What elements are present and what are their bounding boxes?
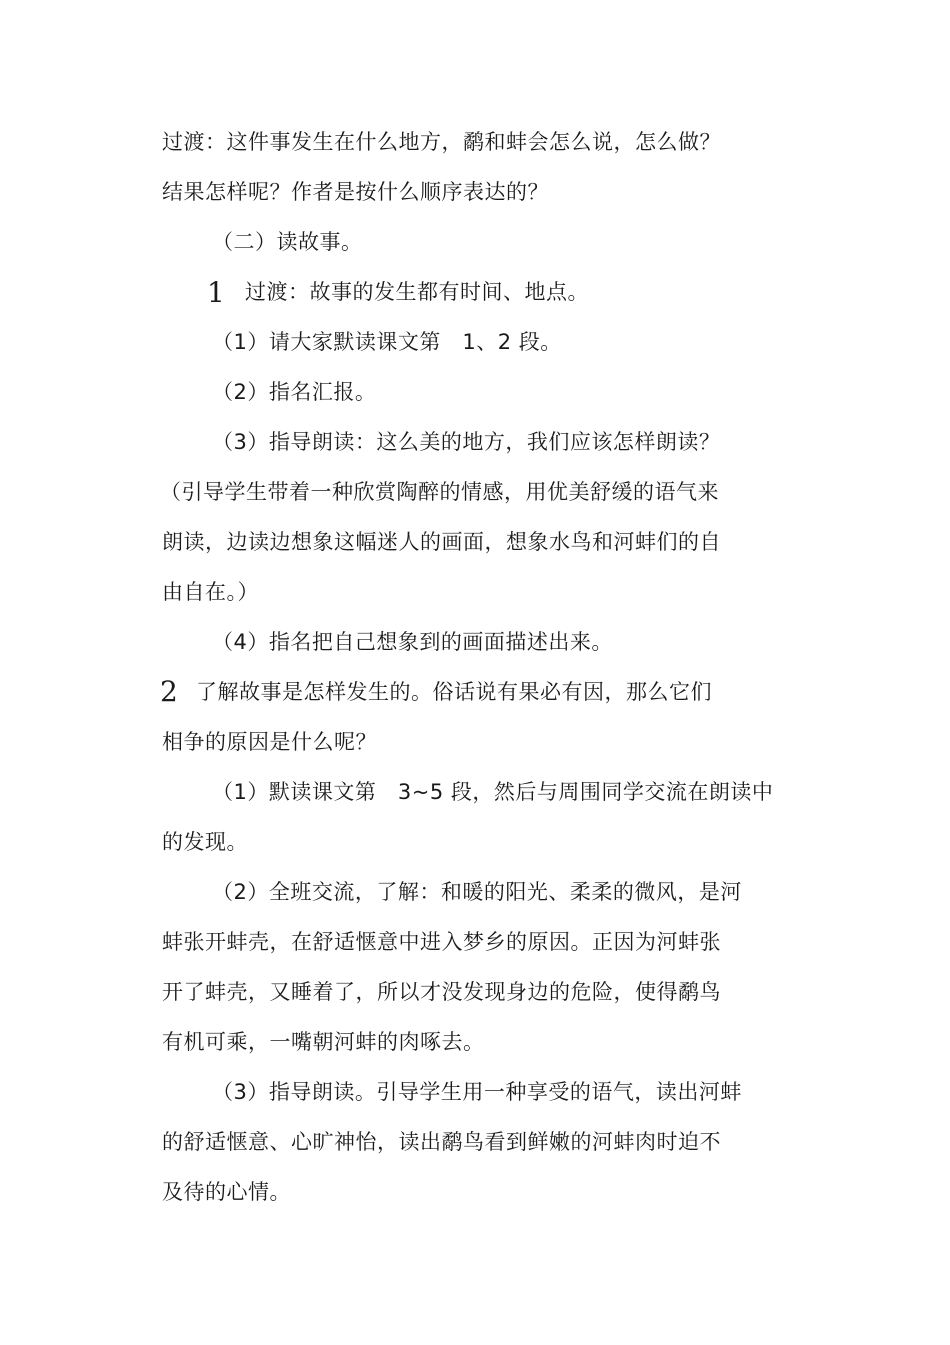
text-line: （1）默读课文第 3~5 段，然后与周围同学交流在朗读中 <box>212 780 774 804</box>
text-line: 及待的心情。 <box>162 1180 291 1204</box>
text-line: （2）全班交流，了解：和暖的阳光、柔柔的微风，是河 <box>212 880 742 904</box>
text-line: （4）指名把自己想象到的画面描述出来。 <box>212 630 613 654</box>
text-line: 蚌张开蚌壳，在舒适惬意中进入梦乡的原因。正因为河蚌张 <box>162 930 721 954</box>
list-number: 2 <box>160 675 178 708</box>
text-line: （3）指导朗读。引导学生用一种享受的语气，读出河蚌 <box>212 1080 742 1104</box>
text-line: 过渡：故事的发生都有时间、地点。 <box>245 280 589 304</box>
text-line: 朗读，边读边想象这幅迷人的画面，想象水鸟和河蚌们的自 <box>162 530 721 554</box>
text-line: 过渡：这件事发生在什么地方，鹬和蚌会怎么说，怎么做？ <box>162 130 721 154</box>
text-line: 开了蚌壳，又睡着了，所以才没发现身边的危险，使得鹬鸟 <box>162 980 721 1004</box>
text-line: 了解故事是怎样发生的。俗话说有果必有因，那么它们 <box>196 680 712 704</box>
text-line: （引导学生带着一种欣赏陶醉的情感，用优美舒缓的语气来 <box>160 480 719 504</box>
list-number: 1 <box>207 276 225 309</box>
text-line: （3）指导朗读：这么美的地方，我们应该怎样朗读？ <box>212 430 721 454</box>
text-line: 结果怎样呢？作者是按什么顺序表达的？ <box>162 180 549 204</box>
text-line: 由自在。） <box>162 580 259 604</box>
text-line: 有机可乘，一嘴朝河蚌的肉啄去。 <box>162 1030 485 1054</box>
text-line: 相争的原因是什么呢？ <box>162 730 377 754</box>
section-heading: （二）读故事。 <box>212 230 363 254</box>
text-line: 的发现。 <box>162 830 248 854</box>
text-line: （2）指名汇报。 <box>212 380 377 404</box>
text-line: （1）请大家默读课文第 1、2 段。 <box>212 330 562 354</box>
text-line: 的舒适惬意、心旷神怡，读出鹬鸟看到鲜嫩的河蚌肉时迫不 <box>162 1130 721 1154</box>
